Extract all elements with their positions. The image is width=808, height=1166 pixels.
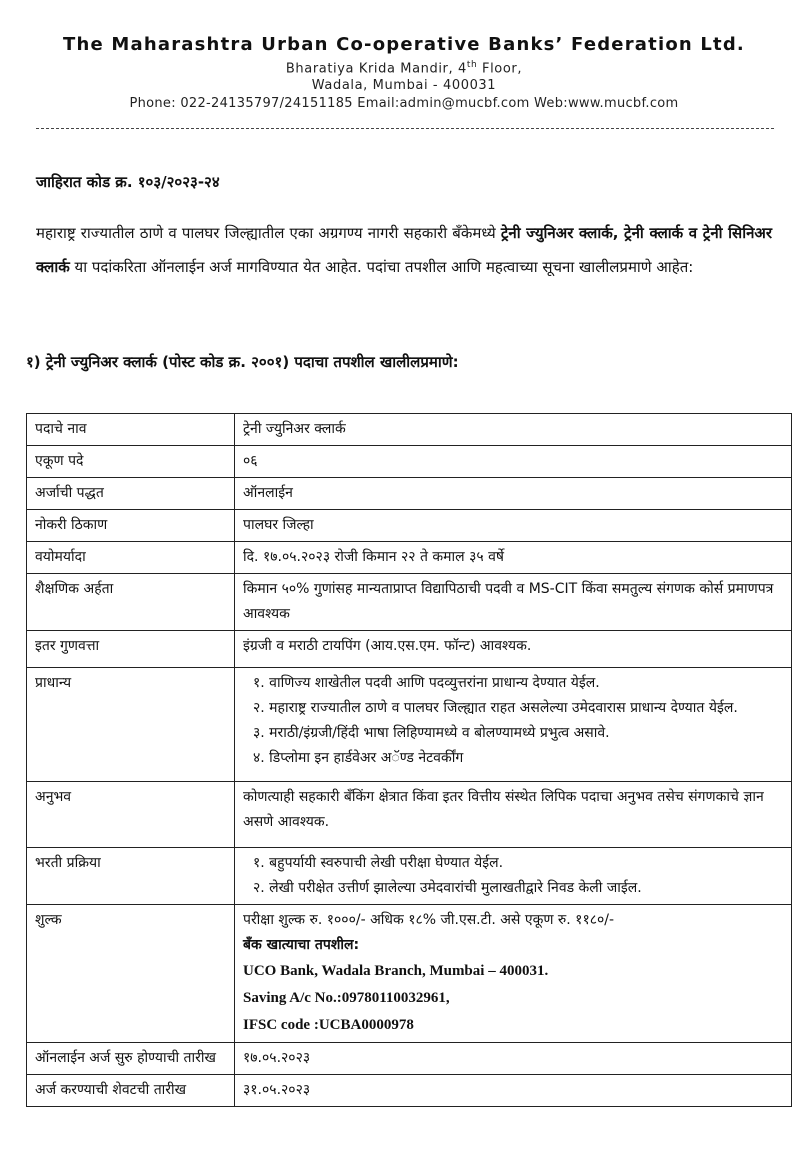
intro-text-2: या पदांकरिता ऑनलाईन अर्ज मागविण्यात येत आहेत. पदांचा तपशील आणि महत्वाच्या सूचना खालीलप्रमाणे आहेत: <box>69 258 694 276</box>
address-line-2: Wadala, Mumbai - 400031 <box>311 78 497 93</box>
section-heading: १) ट्रेनी ज्युनिअर क्लार्क (पोस्ट कोड क्र. २००१) पदाचा तपशील खालीलप्रमाणे: <box>26 353 459 371</box>
table-row <box>27 510 792 542</box>
row-value: पालघर जिल्हा <box>235 510 792 542</box>
list-item: ४. डिप्लोमा इन हार्डवेअर अॅण्ड नेटवर्कींग <box>253 750 464 766</box>
organization-name: The Maharashtra Urban Co-operative Banks’ Federation Ltd. <box>63 34 745 55</box>
table-row <box>27 414 792 446</box>
table-row <box>27 478 792 510</box>
row-value: किमान ५०% गुणांसह मान्यताप्राप्त विद्यापिठाची पदवी व MS-CIT किंवा समतुल्य संगणक कोर्स प्रमाणपत्र आवश्यक <box>235 574 792 631</box>
row-label: प्राधान्य <box>27 668 235 782</box>
table-row <box>27 542 792 574</box>
intro-text-1: महाराष्ट्र राज्यातील ठाणे व पालघर जिल्ह्यातील एका अग्रगण्य नागरी सहकारी बँकेमध्ये <box>36 224 501 242</box>
row-value: ऑनलाईन <box>235 478 792 510</box>
row-label: भरती प्रक्रिया <box>27 848 235 905</box>
table-row <box>27 446 792 478</box>
row-value: कोणत्याही सहकारी बँकिंग क्षेत्रात किंवा इतर वित्तीय संस्थेत लिपिक पदाचा अनुभव तसेच संगणकाचे ज्ञान असणे आवश्यक. <box>235 782 792 848</box>
address-line-1-start: Bharatiya Krida Mandir, 4 <box>285 61 467 77</box>
row-label: अर्ज करण्याची शेवटची तारीख <box>27 1075 235 1107</box>
list-item: १. बहुपर्यायी स्वरुपाची लेखी परीक्षा घेण्यात येईल. <box>253 855 504 871</box>
preference-list <box>235 668 792 782</box>
row-value: इंग्रजी व मराठी टायपिंग (आय.एस.एम. फॉन्ट) आवश्यक. <box>235 631 792 668</box>
intro-posts-bold: ट्रेनी ज्युनिअर क्लार्क, ट्रेनी क्लार्क व ट्रेनी सिनिअर क्लार्क <box>36 224 772 276</box>
row-label: वयोमर्यादा <box>27 542 235 574</box>
row-label: अनुभव <box>27 782 235 848</box>
row-label: ऑनलाईन अर्ज सुरु होण्याची तारीख <box>27 1043 235 1075</box>
address-line-1-end: Floor, <box>477 61 523 77</box>
table-row <box>27 905 792 1043</box>
table-row <box>27 782 792 848</box>
row-label: एकूण पदे <box>27 446 235 478</box>
row-label: इतर गुणवत्ता <box>27 631 235 668</box>
table-row <box>27 574 792 631</box>
row-value: ०६ <box>235 446 792 478</box>
list-item: १. वाणिज्य शाखेतील पदवी आणि पदव्युत्तरांना प्राधान्य देण्यात येईल. <box>253 675 600 691</box>
row-label: पदाचे नाव <box>27 414 235 446</box>
dashed-divider <box>36 128 774 129</box>
fee-amount: परीक्षा शुल्क रु. १०००/- अधिक १८% जी.एस.टी. असे एकूण रु. ११८०/- <box>243 912 615 928</box>
row-value: ३१.०५.२०२३ <box>235 1075 792 1107</box>
bank-account-number: Saving A/c No.:09780110032961, <box>243 990 450 1006</box>
row-value: १७.०५.२०२३ <box>235 1043 792 1075</box>
contact-line: Phone: 022-24135797/24151185 Email:admin@mucbf.com Web:www.mucbf.com <box>129 96 679 111</box>
list-item: २. महाराष्ट्र राज्यातील ठाणे व पालघर जिल्ह्यात राहत असलेल्या उमेदवारास प्राधान्य देण्यात येईल. <box>253 700 738 716</box>
table-row <box>27 848 792 905</box>
row-value: दि. १७.०५.२०२३ रोजी किमान २२ ते कमाल ३५ वर्षे <box>235 542 792 574</box>
ad-code: जाहिरात कोड क्र. १०३/२०२३-२४ <box>36 173 220 191</box>
recruitment-list <box>235 848 792 905</box>
table-row <box>27 1043 792 1075</box>
row-label: शुल्क <box>27 905 235 1043</box>
bank-details-heading: बँक खात्याचा तपशील: <box>243 937 360 953</box>
list-item: २. लेखी परीक्षेत उत्तीर्ण झालेल्या उमेदवारांची मुलाखतीद्वारे निवड केली जाईल. <box>253 880 642 896</box>
address-line-1 <box>0 60 808 76</box>
bank-name-branch: UCO Bank, Wadala Branch, Mumbai – 400031. <box>243 963 549 979</box>
intro-paragraph <box>36 216 772 284</box>
post-details-table <box>26 413 792 1107</box>
row-label: अर्जाची पद्धत <box>27 478 235 510</box>
bank-ifsc-code: IFSC code :UCBA0000978 <box>243 1017 414 1033</box>
table-row <box>27 668 792 782</box>
fee-details <box>235 905 792 1043</box>
table-row <box>27 1075 792 1107</box>
list-item: ३. मराठी/इंग्रजी/हिंदी भाषा लिहिण्यामध्ये व बोलण्यामध्ये प्रभुत्व असावे. <box>253 725 610 741</box>
table-row <box>27 631 792 668</box>
row-value: ट्रेनी ज्युनिअर क्लार्क <box>235 414 792 446</box>
row-label: नोकरी ठिकाण <box>27 510 235 542</box>
row-label: शैक्षणिक अर्हता <box>27 574 235 631</box>
address-line-1-superscript: th <box>466 60 478 70</box>
